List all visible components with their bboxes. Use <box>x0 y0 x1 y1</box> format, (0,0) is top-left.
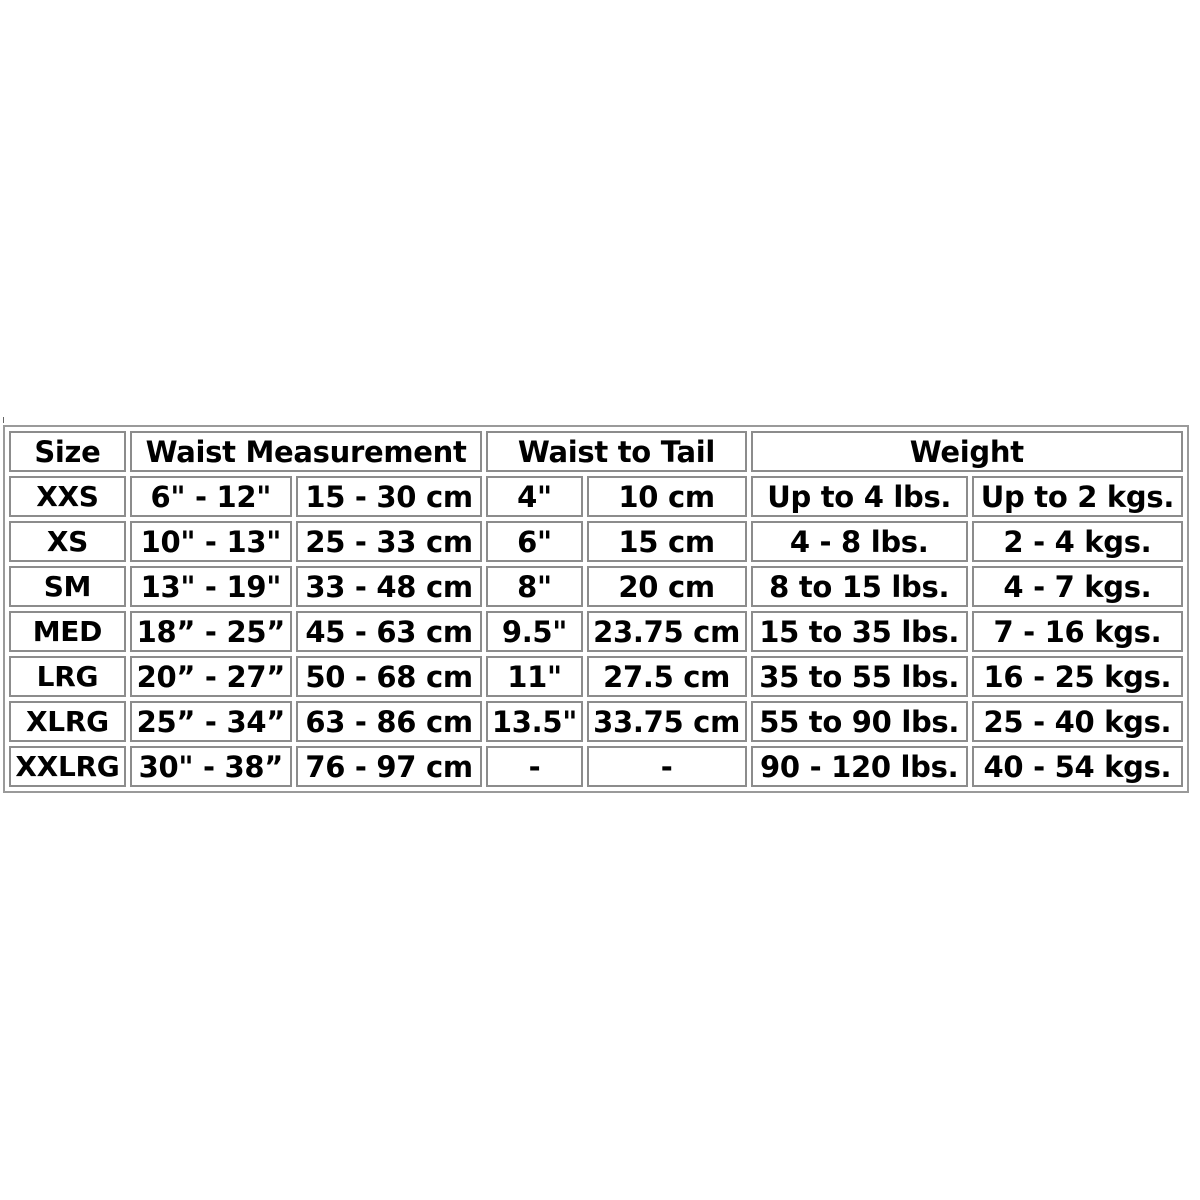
tail-cm-cell: 27.5 cm <box>587 656 747 697</box>
edge-mark <box>3 417 4 423</box>
waist-inches-cell: 30" - 38” <box>130 746 292 787</box>
table-row <box>9 746 1183 787</box>
tail-cm-cell: 23.75 cm <box>587 611 747 652</box>
waist-inches-cell: 6" - 12" <box>130 476 292 517</box>
weight-kgs-cell: Up to 2 kgs. <box>972 476 1183 517</box>
size-cell: XXS <box>9 476 126 517</box>
weight-kgs-cell: 2 - 4 kgs. <box>972 521 1183 562</box>
weight-kgs-cell: 7 - 16 kgs. <box>972 611 1183 652</box>
tail-cm-cell: 20 cm <box>587 566 747 607</box>
size-cell: SM <box>9 566 126 607</box>
waist-cm-cell: 33 - 48 cm <box>296 566 483 607</box>
table-row <box>9 611 1183 652</box>
table-header-row <box>9 431 1183 472</box>
weight-lbs-cell: 55 to 90 lbs. <box>751 701 968 742</box>
weight-lbs-cell: 4 - 8 lbs. <box>751 521 968 562</box>
weight-lbs-cell: 15 to 35 lbs. <box>751 611 968 652</box>
waist-cm-cell: 76 - 97 cm <box>296 746 483 787</box>
weight-kgs-cell: 4 - 7 kgs. <box>972 566 1183 607</box>
waist-inches-cell: 25” - 34” <box>130 701 292 742</box>
tail-inches-cell: 6" <box>486 521 582 562</box>
size-cell: XLRG <box>9 701 126 742</box>
tail-cm-cell: - <box>587 746 747 787</box>
size-cell: MED <box>9 611 126 652</box>
tail-inches-cell: 11" <box>486 656 582 697</box>
waist-inches-cell: 20” - 27” <box>130 656 292 697</box>
size-chart-table <box>3 425 1189 793</box>
tail-cm-cell: 15 cm <box>587 521 747 562</box>
waist-cm-cell: 15 - 30 cm <box>296 476 483 517</box>
table-row <box>9 701 1183 742</box>
header-weight: Weight <box>751 431 1183 472</box>
size-cell: XS <box>9 521 126 562</box>
waist-cm-cell: 45 - 63 cm <box>296 611 483 652</box>
waist-inches-cell: 13" - 19" <box>130 566 292 607</box>
waist-inches-cell: 18” - 25” <box>130 611 292 652</box>
table-row <box>9 656 1183 697</box>
size-cell: XXLRG <box>9 746 126 787</box>
size-cell: LRG <box>9 656 126 697</box>
weight-kgs-cell: 40 - 54 kgs. <box>972 746 1183 787</box>
waist-cm-cell: 63 - 86 cm <box>296 701 483 742</box>
waist-cm-cell: 50 - 68 cm <box>296 656 483 697</box>
weight-lbs-cell: 35 to 55 lbs. <box>751 656 968 697</box>
tail-inches-cell: 13.5" <box>486 701 582 742</box>
tail-inches-cell: 8" <box>486 566 582 607</box>
tail-cm-cell: 33.75 cm <box>587 701 747 742</box>
header-size: Size <box>9 431 126 472</box>
weight-lbs-cell: 90 - 120 lbs. <box>751 746 968 787</box>
header-waist-measurement: Waist Measurement <box>130 431 482 472</box>
table-row <box>9 521 1183 562</box>
tail-inches-cell: - <box>486 746 582 787</box>
weight-lbs-cell: Up to 4 lbs. <box>751 476 968 517</box>
weight-lbs-cell: 8 to 15 lbs. <box>751 566 968 607</box>
weight-kgs-cell: 25 - 40 kgs. <box>972 701 1183 742</box>
weight-kgs-cell: 16 - 25 kgs. <box>972 656 1183 697</box>
table-row <box>9 566 1183 607</box>
waist-inches-cell: 10" - 13" <box>130 521 292 562</box>
waist-cm-cell: 25 - 33 cm <box>296 521 483 562</box>
tail-cm-cell: 10 cm <box>587 476 747 517</box>
header-waist-to-tail: Waist to Tail <box>486 431 746 472</box>
tail-inches-cell: 4" <box>486 476 582 517</box>
table-row <box>9 476 1183 517</box>
tail-inches-cell: 9.5" <box>486 611 582 652</box>
